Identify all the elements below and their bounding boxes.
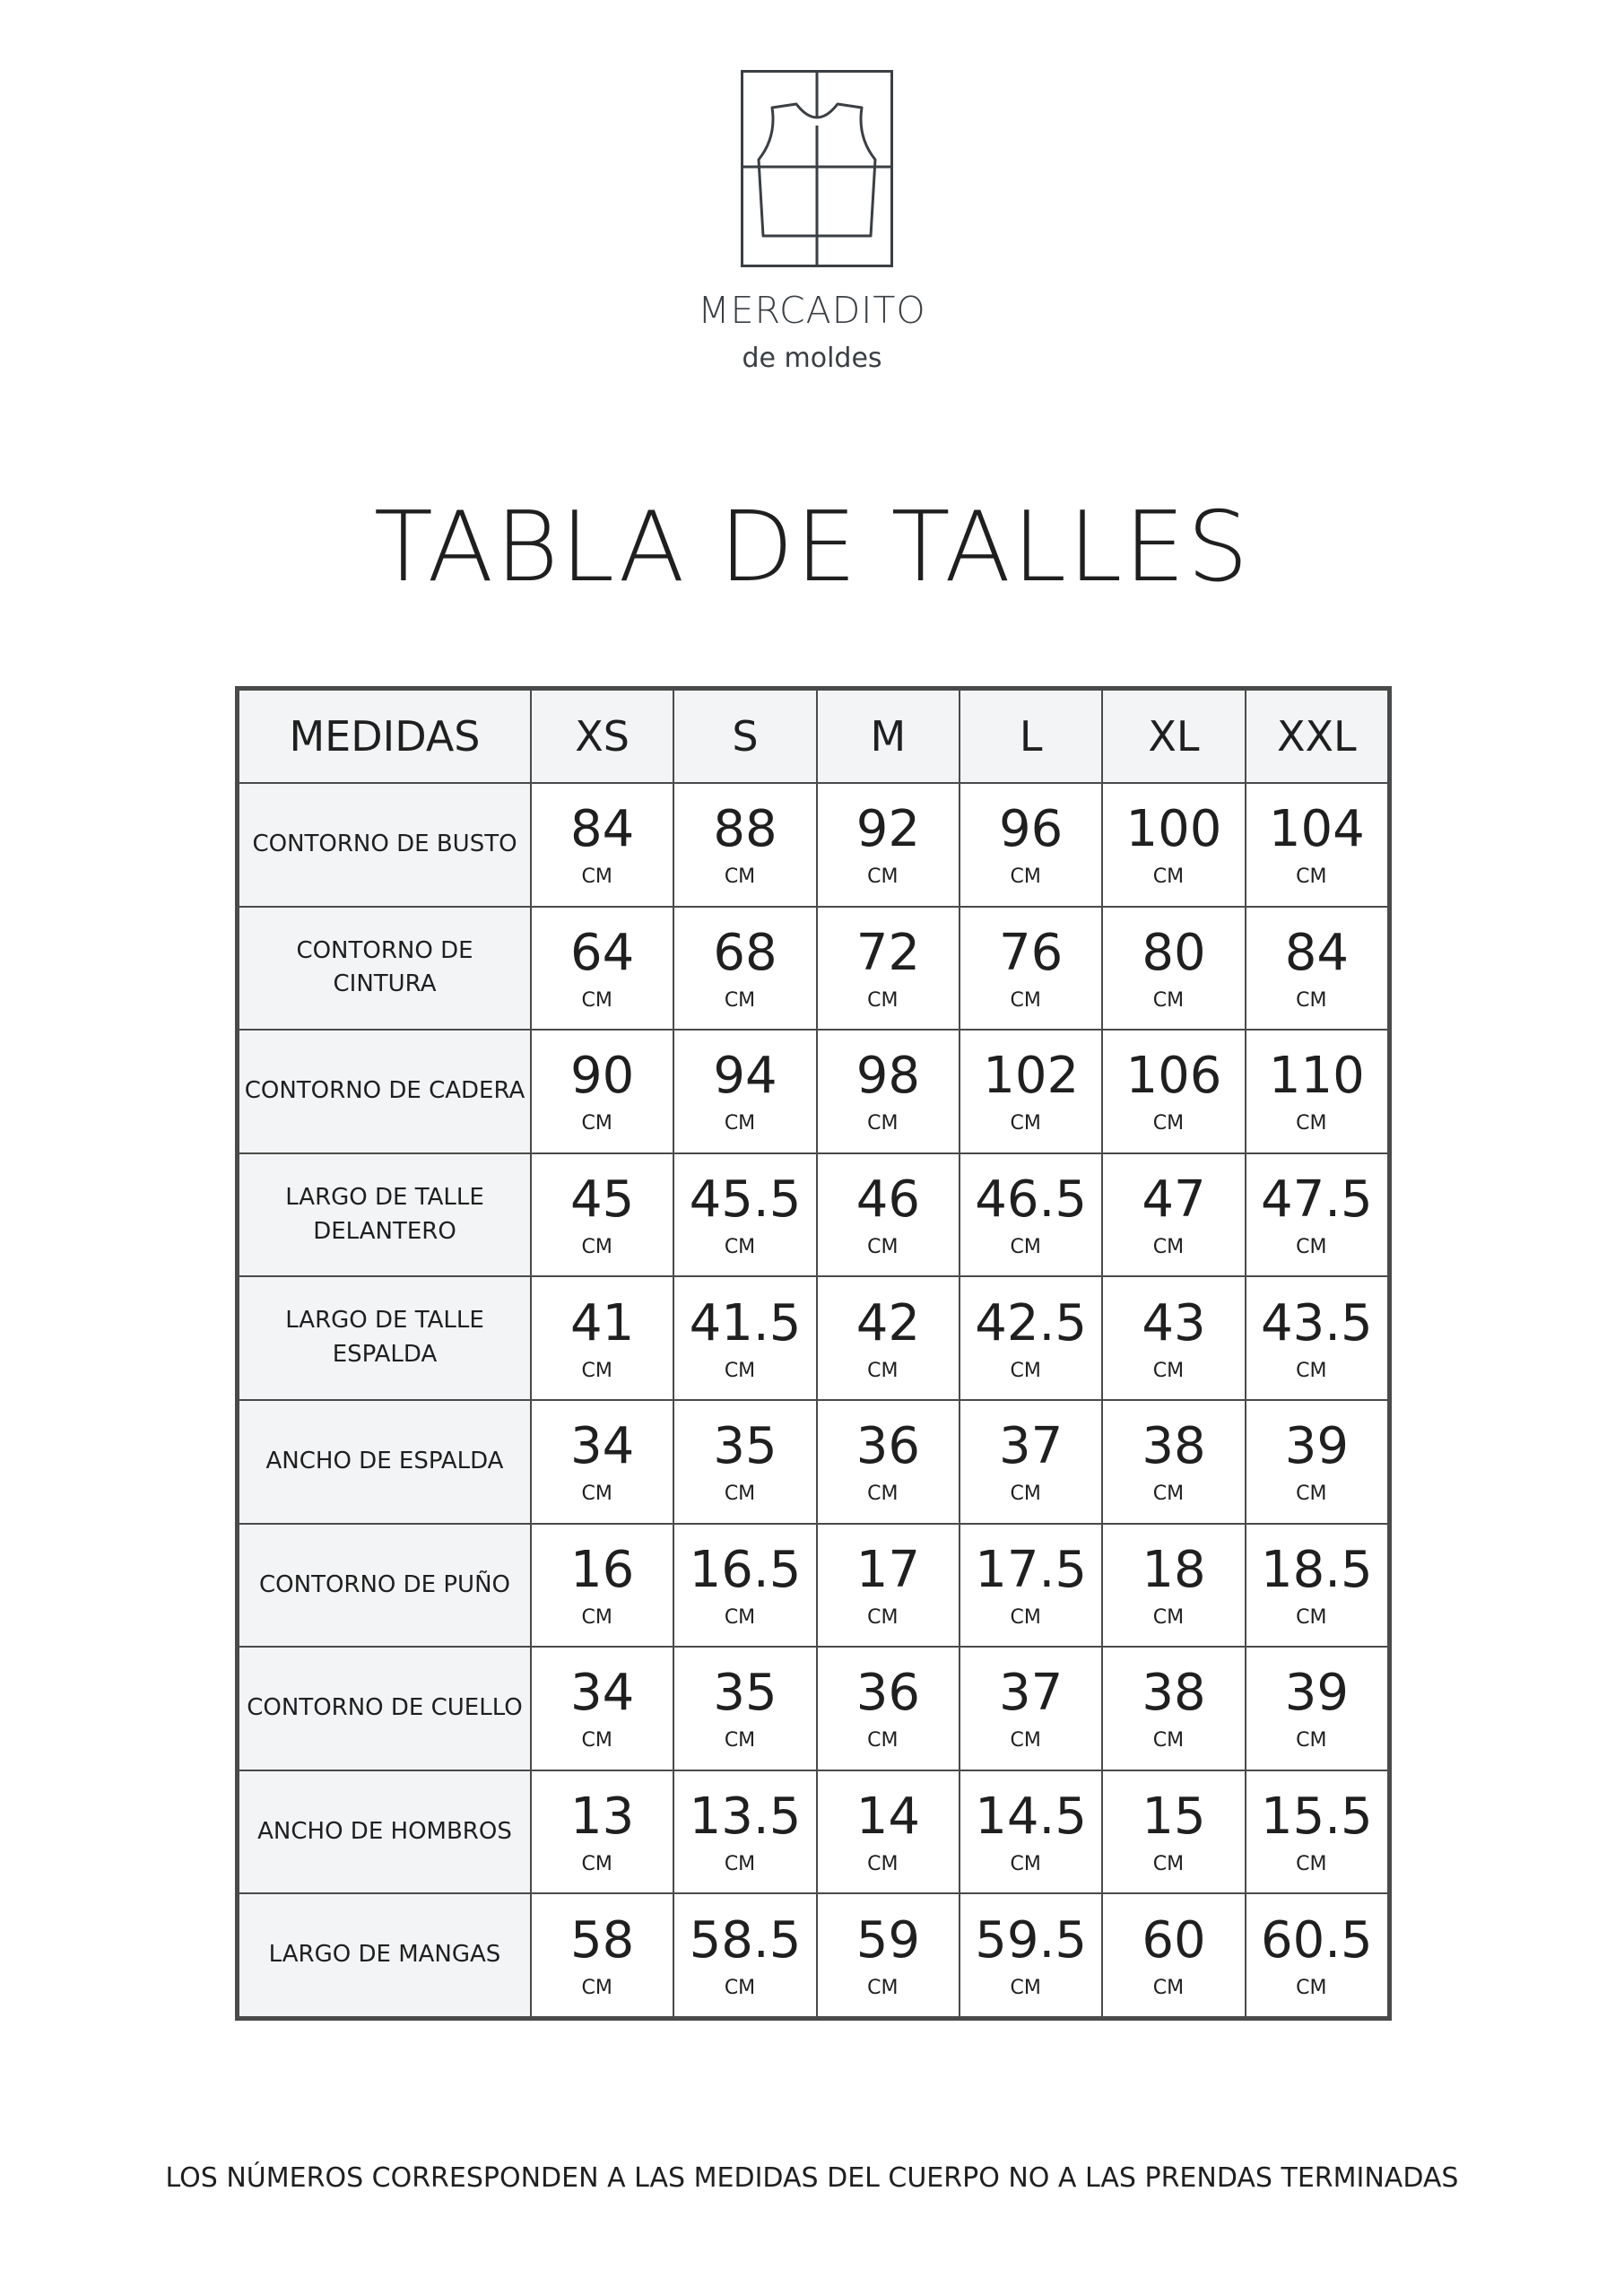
- measurement-cell: [673, 783, 816, 907]
- measurement-value: 42: [855, 1293, 920, 1352]
- size-table: [238, 689, 1389, 2018]
- measurement-cell: [531, 1276, 673, 1400]
- measurement-value: 38: [1142, 1417, 1206, 1476]
- measurement-unit: CM: [724, 1483, 756, 1506]
- measurement-unit: CM: [724, 1729, 756, 1752]
- measurement-unit: CM: [1010, 1359, 1041, 1382]
- measurement-cell: [1246, 1030, 1388, 1153]
- measurement-cell: [673, 1893, 816, 2017]
- measurement-unit: CM: [1010, 1236, 1041, 1259]
- measurement-cell: [1102, 1524, 1245, 1648]
- measurement-value: 15: [1142, 1787, 1206, 1847]
- measurement-unit: CM: [1152, 1976, 1185, 1999]
- measurement-unit: CM: [1296, 1853, 1327, 1876]
- measurement-cell: [1102, 1770, 1245, 1894]
- measurement-unit: CM: [1152, 1605, 1185, 1629]
- measurement-value: 42.5: [975, 1293, 1087, 1352]
- measurement-value: 98: [855, 1047, 920, 1106]
- measurement-unit: CM: [1010, 1729, 1041, 1752]
- brand-subtitle: de moldes: [742, 343, 882, 374]
- measurement-cell: [673, 1524, 816, 1648]
- measurement-value: 84: [1284, 923, 1349, 982]
- measurement-unit: CM: [581, 988, 612, 1012]
- row-label: ANCHO DE HOMBROS: [239, 1770, 531, 1894]
- table-row: [239, 907, 1388, 1031]
- table-row: [239, 1400, 1388, 1524]
- measurement-cell: [960, 1030, 1102, 1153]
- measurement-value: 37: [999, 1417, 1064, 1476]
- measurement-value: 36: [855, 1664, 920, 1723]
- measurement-unit: CM: [581, 1112, 612, 1135]
- measurement-value: 88: [713, 800, 777, 859]
- measurement-unit: CM: [1152, 1236, 1185, 1259]
- measurement-cell: [1102, 1893, 1245, 2017]
- measurement-value: 102: [983, 1047, 1080, 1106]
- measurement-value: 58.5: [689, 1910, 802, 1970]
- measurement-cell: [1246, 1893, 1388, 2017]
- measurement-unit: CM: [1296, 1483, 1327, 1506]
- measurement-unit: CM: [1296, 1729, 1327, 1752]
- table-row: [239, 1893, 1388, 2017]
- measurement-cell: [673, 1647, 816, 1770]
- row-label: LARGO DE TALLE DELANTERO: [239, 1153, 531, 1277]
- measurement-unit: CM: [1296, 1236, 1327, 1259]
- measurement-cell: [1246, 1276, 1388, 1400]
- measurement-value: 41: [570, 1293, 635, 1352]
- measurement-value: 47.5: [1260, 1170, 1373, 1230]
- measurement-value: 34: [570, 1417, 635, 1476]
- measurement-cell: [1102, 1030, 1245, 1153]
- measurement-unit: CM: [724, 1853, 756, 1876]
- measurement-cell: [531, 1893, 673, 2017]
- measurement-value: 84: [570, 800, 635, 859]
- measurement-value: 92: [855, 800, 920, 859]
- measurement-unit: CM: [581, 1853, 612, 1876]
- header-size: S: [673, 690, 816, 783]
- table-row: [239, 1770, 1388, 1894]
- measurement-value: 38: [1142, 1664, 1206, 1723]
- measurement-value: 68: [713, 923, 777, 982]
- measurement-unit: CM: [724, 1605, 756, 1629]
- measurement-value: 35: [713, 1664, 777, 1723]
- measurement-unit: CM: [1010, 1976, 1041, 1999]
- measurement-cell: [817, 1647, 960, 1770]
- measurement-value: 46: [855, 1170, 920, 1230]
- measurement-unit: CM: [724, 865, 756, 889]
- measurement-value: 80: [1142, 923, 1206, 982]
- measurement-unit: CM: [1010, 1605, 1041, 1629]
- measurement-cell: [1246, 1647, 1388, 1770]
- measurement-value: 15.5: [1260, 1787, 1373, 1847]
- measurement-value: 45.5: [689, 1170, 802, 1230]
- measurement-cell: [817, 783, 960, 907]
- measurement-unit: CM: [1152, 1853, 1185, 1876]
- measurement-value: 17.5: [975, 1540, 1087, 1599]
- table-header-row: [239, 690, 1388, 783]
- measurement-cell: [960, 907, 1102, 1031]
- measurement-unit: CM: [867, 988, 899, 1012]
- measurement-value: 35: [713, 1417, 777, 1476]
- measurement-value: 59.5: [975, 1910, 1087, 1970]
- row-label: ANCHO DE ESPALDA: [239, 1400, 531, 1524]
- measurement-value: 104: [1268, 800, 1365, 859]
- measurement-value: 60: [1142, 1910, 1206, 1970]
- measurement-cell: [817, 1276, 960, 1400]
- table-row: [239, 1524, 1388, 1648]
- measurement-unit: CM: [1010, 1483, 1041, 1506]
- measurement-cell: [1246, 1770, 1388, 1894]
- measurement-value: 41.5: [689, 1293, 802, 1352]
- measurement-value: 110: [1268, 1047, 1365, 1106]
- row-label: CONTORNO DE PUÑO: [239, 1524, 531, 1648]
- measurement-unit: CM: [581, 1359, 612, 1382]
- measurement-unit: CM: [724, 1359, 756, 1382]
- table-row: [239, 1030, 1388, 1153]
- measurement-unit: CM: [1296, 1976, 1327, 1999]
- measurement-value: 96: [999, 800, 1064, 859]
- measurement-cell: [1246, 783, 1388, 907]
- measurement-unit: CM: [867, 1729, 899, 1752]
- row-label: LARGO DE MANGAS: [239, 1893, 531, 2017]
- measurement-value: 34: [570, 1664, 635, 1723]
- measurement-unit: CM: [724, 1236, 756, 1259]
- measurement-cell: [960, 1153, 1102, 1277]
- measurement-cell: [531, 1770, 673, 1894]
- bodice-pattern-icon: [741, 70, 893, 267]
- measurement-cell: [1246, 1524, 1388, 1648]
- measurement-cell: [960, 1647, 1102, 1770]
- measurement-cell: [960, 1770, 1102, 1894]
- measurement-value: 94: [713, 1047, 777, 1106]
- page-title: TABLA DE TALLES: [373, 491, 1251, 604]
- measurement-unit: CM: [1152, 1729, 1185, 1752]
- measurement-unit: CM: [1296, 988, 1327, 1012]
- measurement-cell: [1102, 1400, 1245, 1524]
- measurement-value: 64: [570, 923, 635, 982]
- row-label: CONTORNO DE CINTURA: [239, 907, 531, 1031]
- measurement-cell: [1102, 907, 1245, 1031]
- measurement-unit: CM: [867, 1112, 899, 1135]
- table-row: [239, 1276, 1388, 1400]
- table-row: [239, 1647, 1388, 1770]
- measurement-value: 13.5: [689, 1787, 802, 1847]
- measurement-value: 60.5: [1260, 1910, 1373, 1970]
- measurement-value: 17: [855, 1540, 920, 1599]
- measurement-unit: CM: [724, 1112, 756, 1135]
- measurement-unit: CM: [581, 1976, 612, 1999]
- row-label: CONTORNO DE BUSTO: [239, 783, 531, 907]
- measurement-value: 36: [855, 1417, 920, 1476]
- table-row: [239, 783, 1388, 907]
- measurement-unit: CM: [1296, 865, 1327, 889]
- measurement-cell: [531, 1647, 673, 1770]
- measurement-unit: CM: [867, 1605, 899, 1629]
- measurement-cell: [960, 1893, 1102, 2017]
- header-size: L: [960, 690, 1102, 783]
- measurement-value: 45: [570, 1170, 635, 1230]
- measurement-value: 16: [570, 1540, 635, 1599]
- measurement-cell: [531, 783, 673, 907]
- measurement-value: 76: [999, 923, 1064, 982]
- measurement-unit: CM: [1296, 1112, 1327, 1135]
- measurement-unit: CM: [867, 1853, 899, 1876]
- row-label: LARGO DE TALLE ESPALDA: [239, 1276, 531, 1400]
- measurement-value: 72: [855, 923, 920, 982]
- measurement-unit: CM: [1152, 865, 1185, 889]
- measurement-value: 14: [855, 1787, 920, 1847]
- measurement-cell: [531, 1030, 673, 1153]
- measurement-value: 16.5: [689, 1540, 802, 1599]
- measurement-cell: [1246, 1153, 1388, 1277]
- measurement-unit: CM: [1010, 988, 1041, 1012]
- measurement-cell: [673, 1030, 816, 1153]
- header-size: XL: [1102, 690, 1245, 783]
- header-size: M: [817, 690, 960, 783]
- measurement-unit: CM: [581, 1483, 612, 1506]
- measurement-cell: [817, 1524, 960, 1648]
- measurement-cell: [673, 1400, 816, 1524]
- measurement-unit: CM: [1010, 1853, 1041, 1876]
- measurement-value: 59: [855, 1910, 920, 1970]
- measurement-value: 58: [570, 1910, 635, 1970]
- table-row: [239, 1153, 1388, 1277]
- measurement-cell: [817, 1400, 960, 1524]
- measurement-unit: CM: [867, 1359, 899, 1382]
- measurement-cell: [817, 1770, 960, 1894]
- measurement-cell: [817, 1153, 960, 1277]
- measurement-value: 39: [1284, 1417, 1349, 1476]
- measurement-cell: [673, 1276, 816, 1400]
- measurement-unit: CM: [867, 1483, 899, 1506]
- measurement-value: 37: [999, 1664, 1064, 1723]
- measurement-cell: [960, 1276, 1102, 1400]
- measurement-value: 100: [1125, 800, 1222, 859]
- measurement-value: 18.5: [1260, 1540, 1373, 1599]
- measurement-value: 46.5: [975, 1170, 1087, 1230]
- row-label: CONTORNO DE CUELLO: [239, 1647, 531, 1770]
- measurement-unit: CM: [1152, 1112, 1185, 1135]
- row-label: CONTORNO DE CADERA: [239, 1030, 531, 1153]
- measurement-unit: CM: [1152, 988, 1185, 1012]
- measurement-value: 43.5: [1260, 1293, 1373, 1352]
- header-size: XS: [531, 690, 673, 783]
- measurement-cell: [673, 1153, 816, 1277]
- measurement-unit: CM: [867, 1236, 899, 1259]
- measurement-unit: CM: [724, 988, 756, 1012]
- brand-name: MERCADITO: [698, 289, 926, 332]
- measurement-cell: [960, 1400, 1102, 1524]
- measurement-unit: CM: [867, 1976, 899, 1999]
- measurement-cell: [531, 1524, 673, 1648]
- measurement-unit: CM: [1296, 1359, 1327, 1382]
- measurement-unit: CM: [724, 1976, 756, 1999]
- measurement-cell: [1102, 783, 1245, 907]
- measurement-unit: CM: [581, 865, 612, 889]
- measurement-cell: [1102, 1647, 1245, 1770]
- measurement-value: 13: [570, 1787, 635, 1847]
- measurement-unit: CM: [1296, 1605, 1327, 1629]
- size-chart-table: [235, 686, 1392, 2021]
- measurement-value: 43: [1142, 1293, 1206, 1352]
- brand-header: [0, 0, 1624, 395]
- measurement-value: 18: [1142, 1540, 1206, 1599]
- measurement-cell: [817, 1893, 960, 2017]
- measurement-value: 14.5: [975, 1787, 1087, 1847]
- measurement-unit: CM: [1010, 865, 1041, 889]
- measurement-cell: [960, 1524, 1102, 1648]
- measurement-cell: [960, 783, 1102, 907]
- measurement-cell: [1102, 1276, 1245, 1400]
- measurement-value: 106: [1125, 1047, 1222, 1106]
- measurement-value: 39: [1284, 1664, 1349, 1723]
- measurement-unit: CM: [1152, 1359, 1185, 1382]
- measurement-cell: [531, 1400, 673, 1524]
- measurement-cell: [531, 907, 673, 1031]
- measurement-value: 90: [570, 1047, 635, 1106]
- measurement-unit: CM: [1152, 1483, 1185, 1506]
- header-medidas: MEDIDAS: [239, 690, 531, 783]
- measurement-unit: CM: [581, 1236, 612, 1259]
- measurement-value: 47: [1142, 1170, 1206, 1230]
- measurement-unit: CM: [1010, 1112, 1041, 1135]
- measurement-unit: CM: [581, 1729, 612, 1752]
- measurement-cell: [817, 1030, 960, 1153]
- measurement-unit: CM: [867, 865, 899, 889]
- measurement-cell: [673, 1770, 816, 1894]
- footnote: LOS NÚMEROS CORRESPONDEN A LAS MEDIDAS DEL CUERPO NO A LAS PRENDAS TERMINADAS: [165, 2162, 1459, 2194]
- measurement-cell: [817, 907, 960, 1031]
- measurement-cell: [1102, 1153, 1245, 1277]
- measurement-cell: [1246, 1400, 1388, 1524]
- measurement-cell: [673, 907, 816, 1031]
- measurement-cell: [1246, 907, 1388, 1031]
- header-size: XXL: [1246, 690, 1388, 783]
- measurement-cell: [531, 1153, 673, 1277]
- measurement-unit: CM: [581, 1605, 612, 1629]
